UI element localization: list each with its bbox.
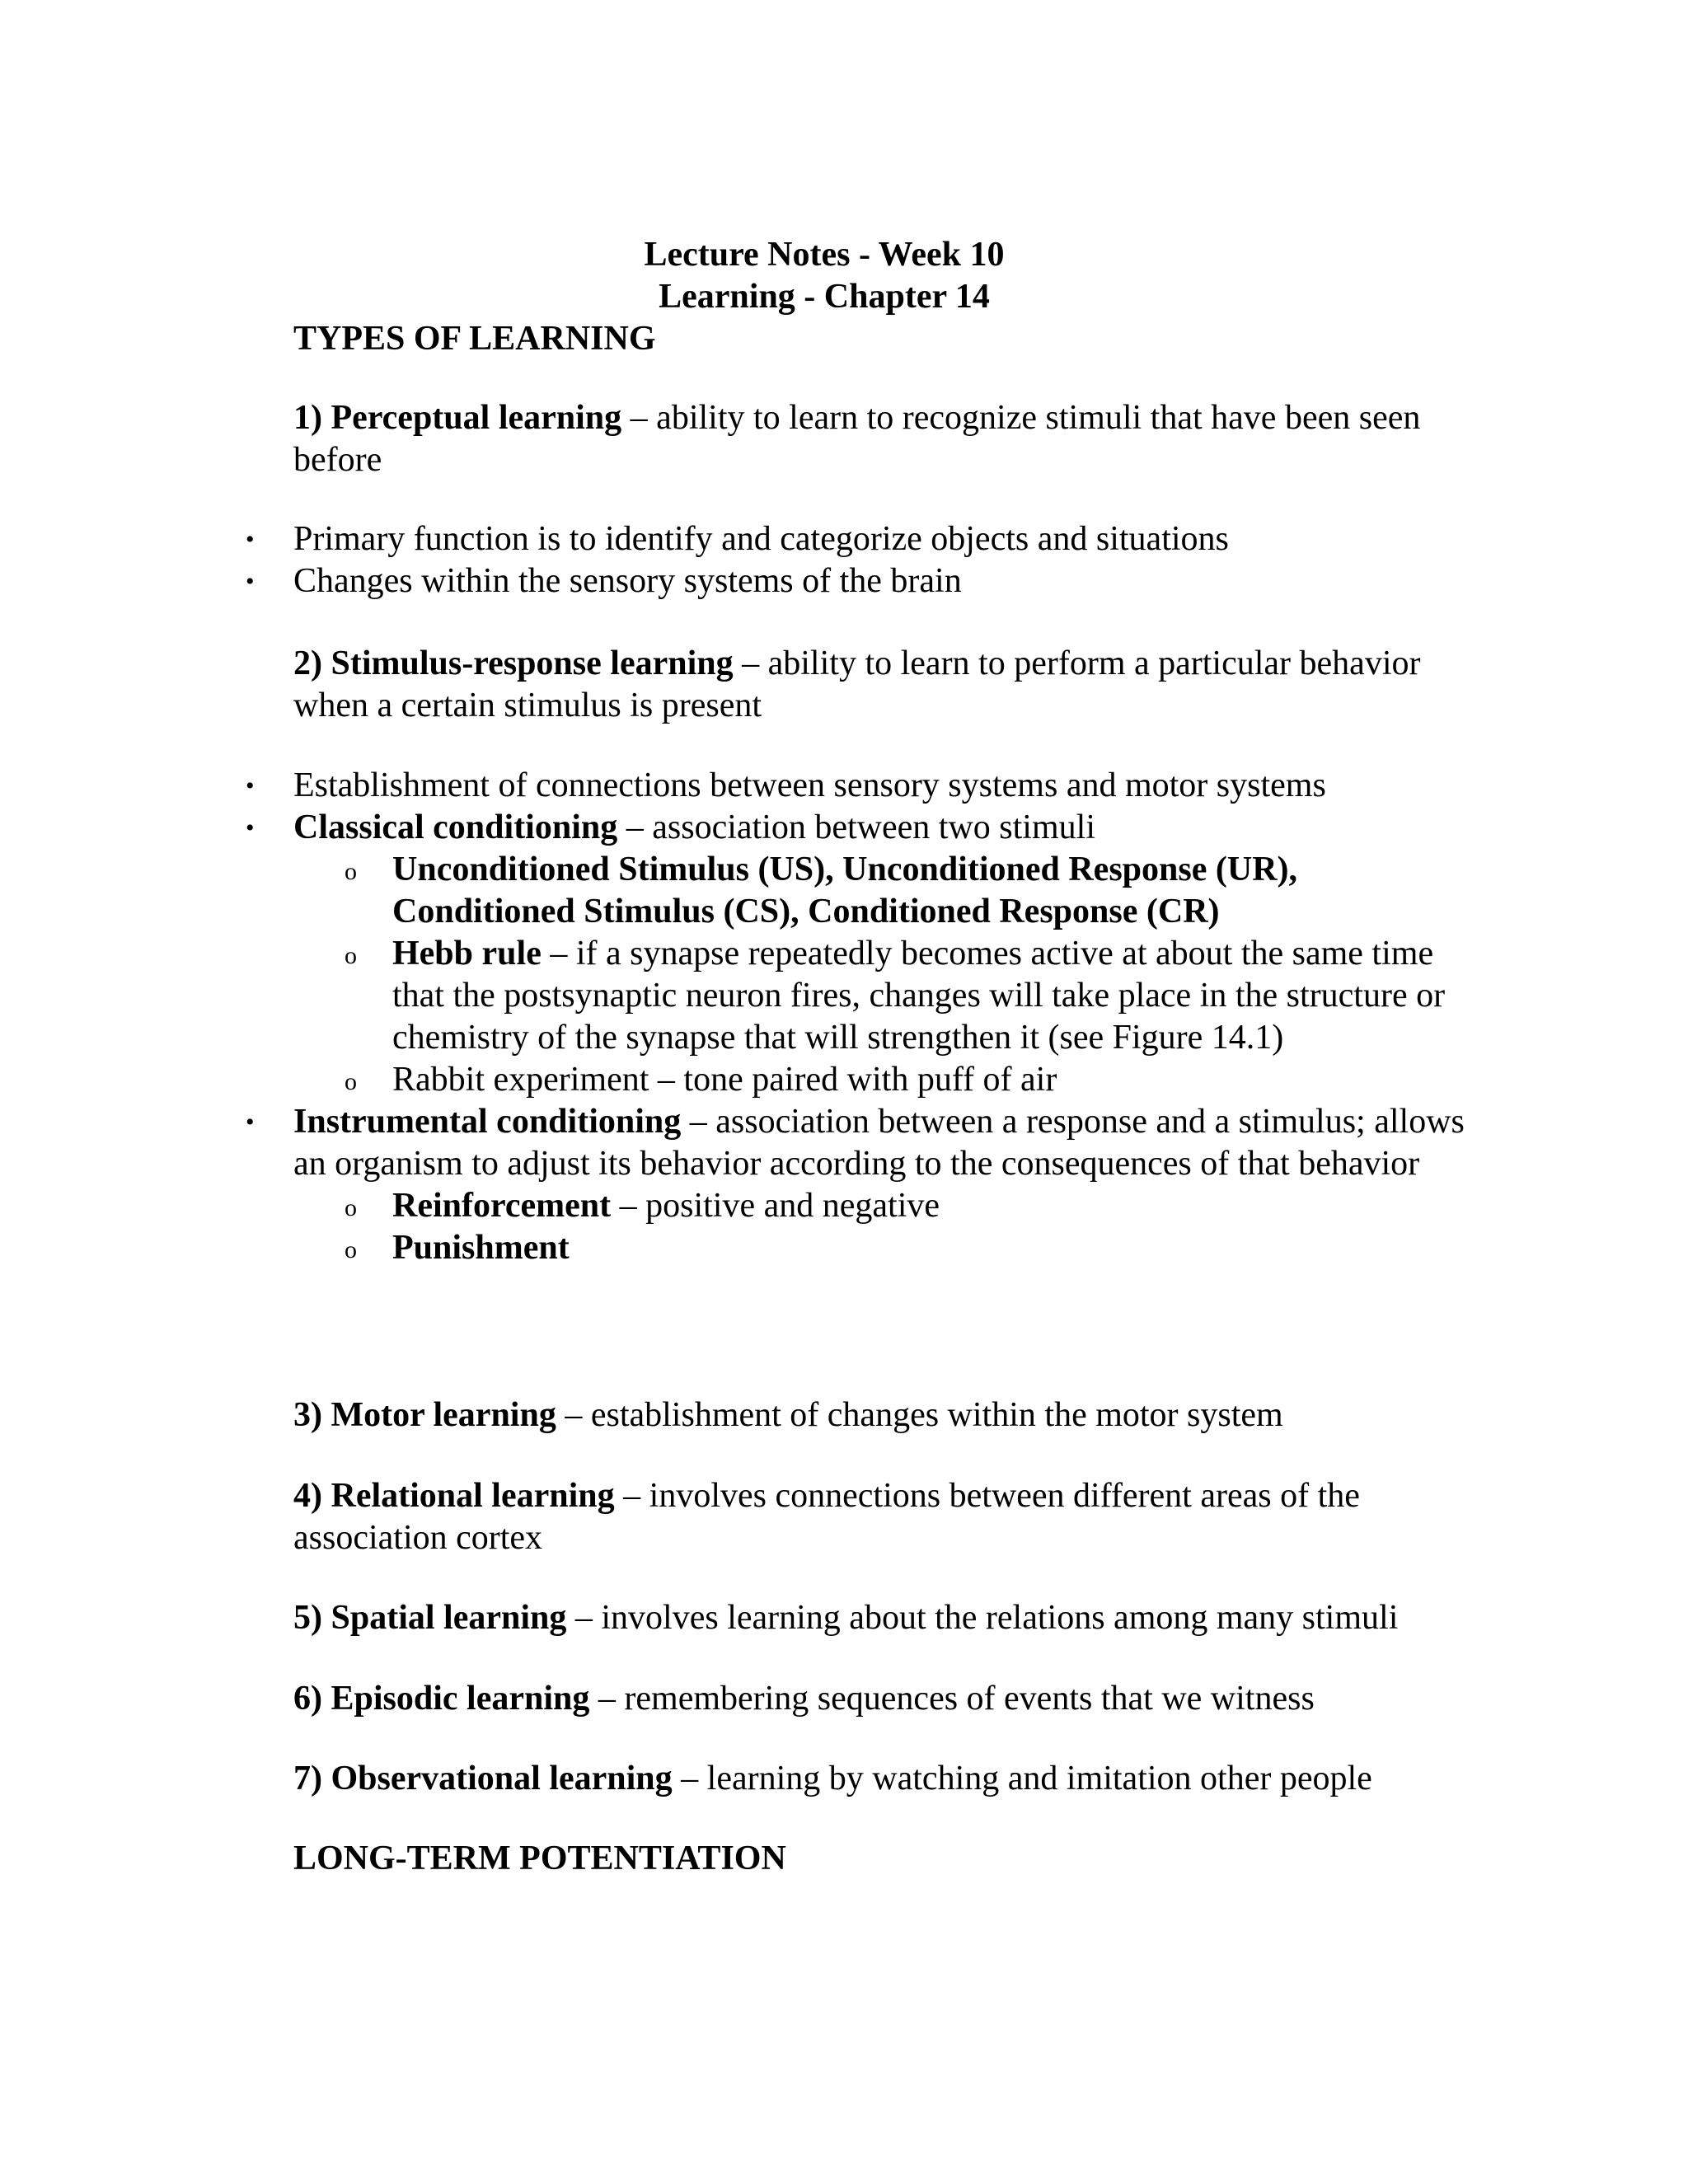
stimulus-response-paragraph — [293, 643, 1480, 727]
bullet-icon: • — [246, 1108, 255, 1136]
perceptual-bullet-list — [246, 518, 1480, 602]
document-title — [0, 234, 1648, 318]
classical-sub-list — [293, 849, 1480, 1101]
sub-bullet-icon: o — [345, 942, 357, 969]
list-item-text: Establishment of connections between sensory systems and motor systems — [293, 766, 1326, 804]
stimulus-response-definition: – ability to learn to perform a particular behavior when a certain stimulus is present — [293, 644, 1421, 724]
observational-learning-definition: – learning by watching and imitation other people — [672, 1760, 1372, 1797]
punishment-term: Punishment — [392, 1229, 570, 1267]
list-item-text: Primary function is to identify and categorize objects and situations — [293, 520, 1229, 558]
sub-bullet-icon: o — [345, 1068, 357, 1095]
relational-learning-paragraph — [293, 1475, 1480, 1559]
rabbit-experiment-text: Rabbit experiment – tone paired with puff of air — [392, 1061, 1057, 1099]
sub-list-item — [345, 933, 1480, 1059]
bullet-icon: • — [246, 814, 255, 841]
hebb-rule-term: Hebb rule — [392, 935, 542, 972]
instrumental-conditioning-term: Instrumental conditioning — [293, 1103, 682, 1141]
list-item — [246, 1101, 1480, 1269]
sub-list-item — [345, 849, 1480, 933]
motor-learning-definition: – establishment of changes within the motor system — [556, 1396, 1283, 1434]
instrumental-conditioning-definition: – association between a response and a stimulus; allows an organism to adjust its behavior according to the consequences of that behavior — [293, 1103, 1465, 1183]
bullet-icon: • — [246, 526, 255, 553]
sub-list-item — [345, 1185, 1480, 1227]
relational-learning-definition: – involves connections between different areas of the association cortex — [293, 1477, 1360, 1557]
list-item — [246, 807, 1480, 1101]
observational-learning-term: 7) Observational learning — [293, 1760, 673, 1797]
reinforcement-term: Reinforcement — [392, 1187, 612, 1225]
motor-learning-paragraph — [293, 1394, 1480, 1436]
perceptual-learning-paragraph — [293, 397, 1480, 481]
classical-conditioning-definition: – association between two stimuli — [617, 808, 1095, 846]
motor-learning-term: 3) Motor learning — [293, 1396, 556, 1434]
observational-learning-paragraph — [293, 1758, 1579, 1800]
list-item — [246, 560, 1480, 602]
episodic-learning-definition: – remembering sequences of events that we witness — [589, 1680, 1315, 1718]
title-line-1: Lecture Notes - Week 10 — [644, 236, 1005, 274]
bullet-icon: • — [246, 568, 255, 595]
hebb-rule-definition: – if a synapse repeatedly becomes active at about the same time that the postsynaptic neuron fires, changes will take place in the structure or chemistry of the synapse that will strengthen it (see Figure 14.1) — [392, 935, 1446, 1057]
perceptual-learning-term: 1) Perceptual learning — [293, 399, 622, 437]
list-item — [246, 518, 1480, 560]
perceptual-learning-definition: – ability to learn to recognize stimuli that have been seen before — [293, 399, 1421, 479]
episodic-learning-term: 6) Episodic learning — [293, 1680, 590, 1718]
sub-list-item — [345, 1227, 1480, 1269]
bullet-icon: • — [246, 772, 255, 799]
title-line-2: Learning - Chapter 14 — [659, 278, 990, 316]
spatial-learning-definition: – involves learning about the relations among many stimuli — [566, 1599, 1399, 1637]
sub-bullet-icon: o — [345, 1194, 357, 1221]
types-of-learning-heading: TYPES OF LEARNING — [293, 320, 656, 358]
sub-bullet-icon: o — [345, 1236, 357, 1263]
relational-learning-term: 4) Relational learning — [293, 1477, 615, 1515]
instrumental-sub-list — [293, 1185, 1480, 1269]
classical-conditioning-term: Classical conditioning — [293, 808, 618, 846]
reinforcement-definition: – positive and negative — [611, 1187, 940, 1225]
conditioning-terms: Unconditioned Stimulus (US), Unconditioned Response (UR), Conditioned Stimulus (CS), Conditioned Response (CR) — [392, 851, 1298, 930]
stimulus-response-bullet-list — [246, 765, 1480, 1269]
stimulus-response-term: 2) Stimulus-response learning — [293, 644, 734, 682]
list-item — [246, 765, 1480, 807]
sub-list-item — [345, 1059, 1480, 1101]
long-term-potentiation-heading: LONG-TERM POTENTIATION — [293, 1840, 786, 1877]
list-item-text: Changes within the sensory systems of the brain — [293, 562, 962, 600]
spatial-learning-paragraph — [293, 1597, 1579, 1639]
sub-bullet-icon: o — [345, 858, 357, 885]
spatial-learning-term: 5) Spatial learning — [293, 1599, 567, 1637]
episodic-learning-paragraph — [293, 1678, 1480, 1720]
